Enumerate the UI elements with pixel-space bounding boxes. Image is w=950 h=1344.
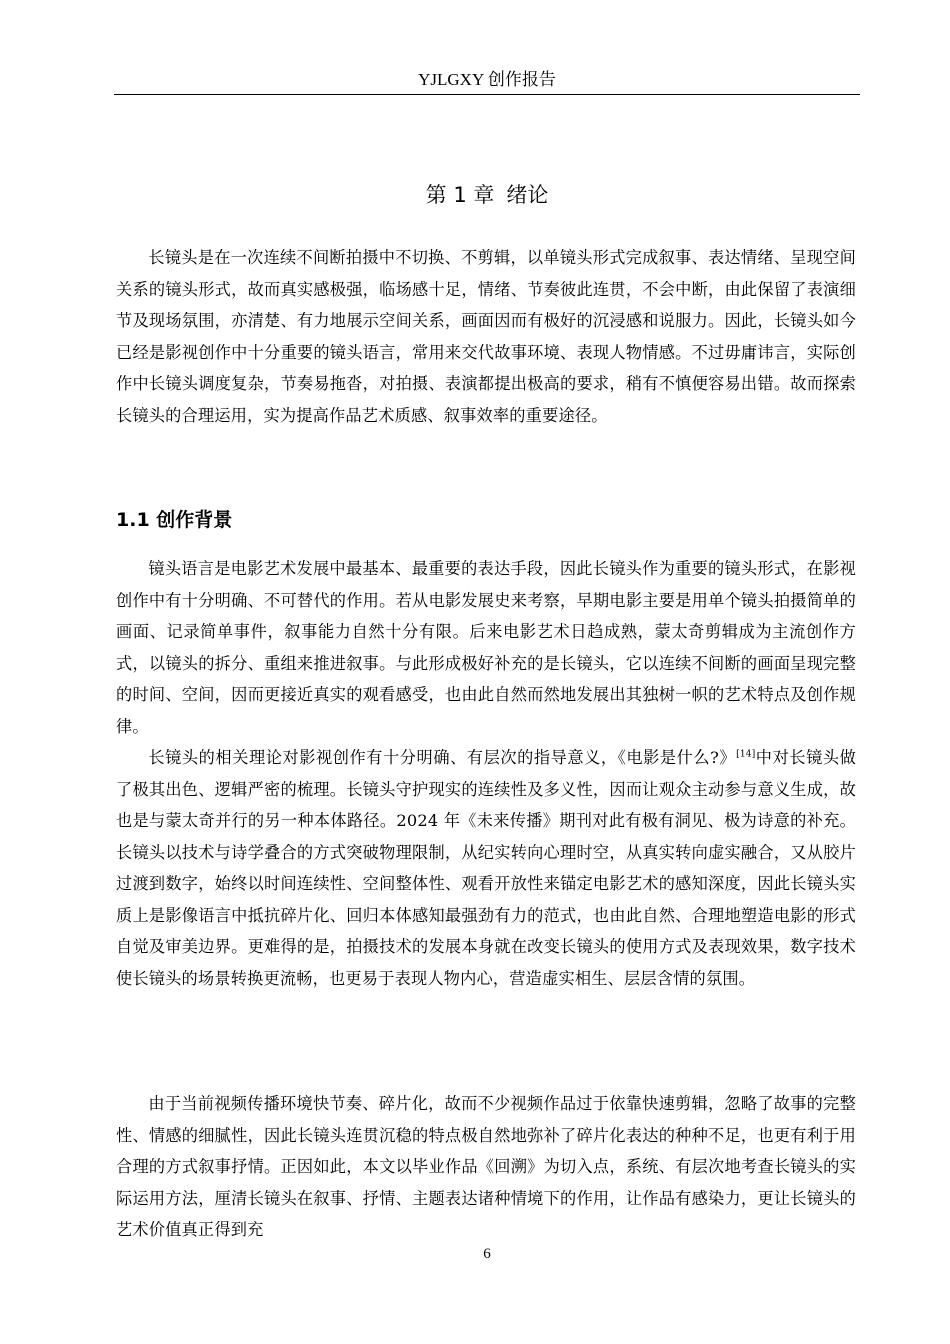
- section-title: 1.1 创作背景: [116, 509, 233, 531]
- running-header: YJLGXY 创作报告: [418, 70, 556, 89]
- paragraph-2-text-b: 中对长镜头做了极其出色、逻辑严密的梳理。长镜头守护现实的连续性及多义性，因而让观众主动参与意义生成，故也是与蒙太奇并行的另一种本体路径。2024 年《未来传播》期刊对此有极有洞见、极为诗意的补充。长镜头以技术与诗学叠合的方式突破物理限制，从纪实转向心理时空，从真实转向虚实融合，又从胶片过渡到数字，始终以时间连续性、空间整体性、观看开放性来锚定电影艺术的感知深度，因此长镜头实质上是影像语言中抵抗碎片化、回归本体感知最强劲有力的范式，也由此自然、合理地塑造电影的形式自觉及审美边界。更难得的是，拍摄技术的发展本身就在改变长镜头的使用方式及表现效果，数字技术使长镜头的场景转换更流畅，也更易于表现人物内心，营造虚实相生、层层含情的氛围。: [116, 748, 856, 988]
- intro-paragraph: 长镜头是在一次连续不间断拍摄中不切换、不剪辑，以单镜头形式完成叙事、表达情绪、呈现空间关系的镜头形式，故而真实感极强，临场感十足，情绪、节奏彼此连贯，不会中断，由此保留了表演细节及现场氛围，亦清楚、有力地展示空间关系，画面因而有极好的沉浸感和说服力。因此，长镜头如今已经是影视创作中十分重要的镜头语言，常用来交代故事环境、表现人物情感。不过毋庸讳言，实际创作中长镜头调度复杂，节奏易拖沓，对拍摄、表演都提出极高的要求，稍有不慎便容易出错。故而探索长镜头的合理运用，实为提高作品艺术质感、叙事效率的重要途径。: [116, 248, 856, 425]
- chapter-number: 第 1 章: [425, 183, 495, 207]
- header-rule: [114, 94, 860, 95]
- page-number: 6: [483, 1246, 491, 1262]
- chapter-title: [114, 178, 860, 212]
- section-paragraph-1: 镜头语言是电影艺术发展中最基本、最重要的表达手段，因此长镜头作为重要的镜头形式，在影视创作中有十分明确、不可替代的作用。若从电影发展史来考察，早期电影主要是用单个镜头拍摄简单的画面、记录简单事件，叙事能力自然十分有限。后来电影艺术日趋成熟，蒙太奇剪辑成为主流创作方式，以镜头的拆分、重组来推进叙事。与此形成极好补充的是长镜头，它以连续不间断的画面呈现完整的时间、空间，因而更接近真实的观看感受，也由此自然而然地发展出其独树一帜的艺术特点及创作规律。: [116, 559, 856, 736]
- citation-marker: [14]: [736, 749, 756, 760]
- section-paragraph-3: 由于当前视频传播环境快节奏、碎片化，故而不少视频作品过于依靠快速剪辑，忽略了故事的完整性、情感的细腻性，因此长镜头连贯沉稳的特点极自然地弥补了碎片化表达的种种不足，也更有利于用合理的方式叙事抒情。正因如此，本文以毕业作品《回溯》为切入点，系统、有层次地考查长镜头的实际运用方法，厘清长镜头在叙事、抒情、主题表达诸种情境下的作用，让作品有感染力，更让长镜头的艺术价值真正得到充: [116, 1094, 856, 1239]
- paragraph-2-text-a: 长镜头的相关理论对影视创作有十分明确、有层次的指导意义，《电影是什么?》: [148, 748, 737, 767]
- chapter-name: 绪论: [506, 183, 549, 207]
- section-paragraph-2: [116, 742, 856, 994]
